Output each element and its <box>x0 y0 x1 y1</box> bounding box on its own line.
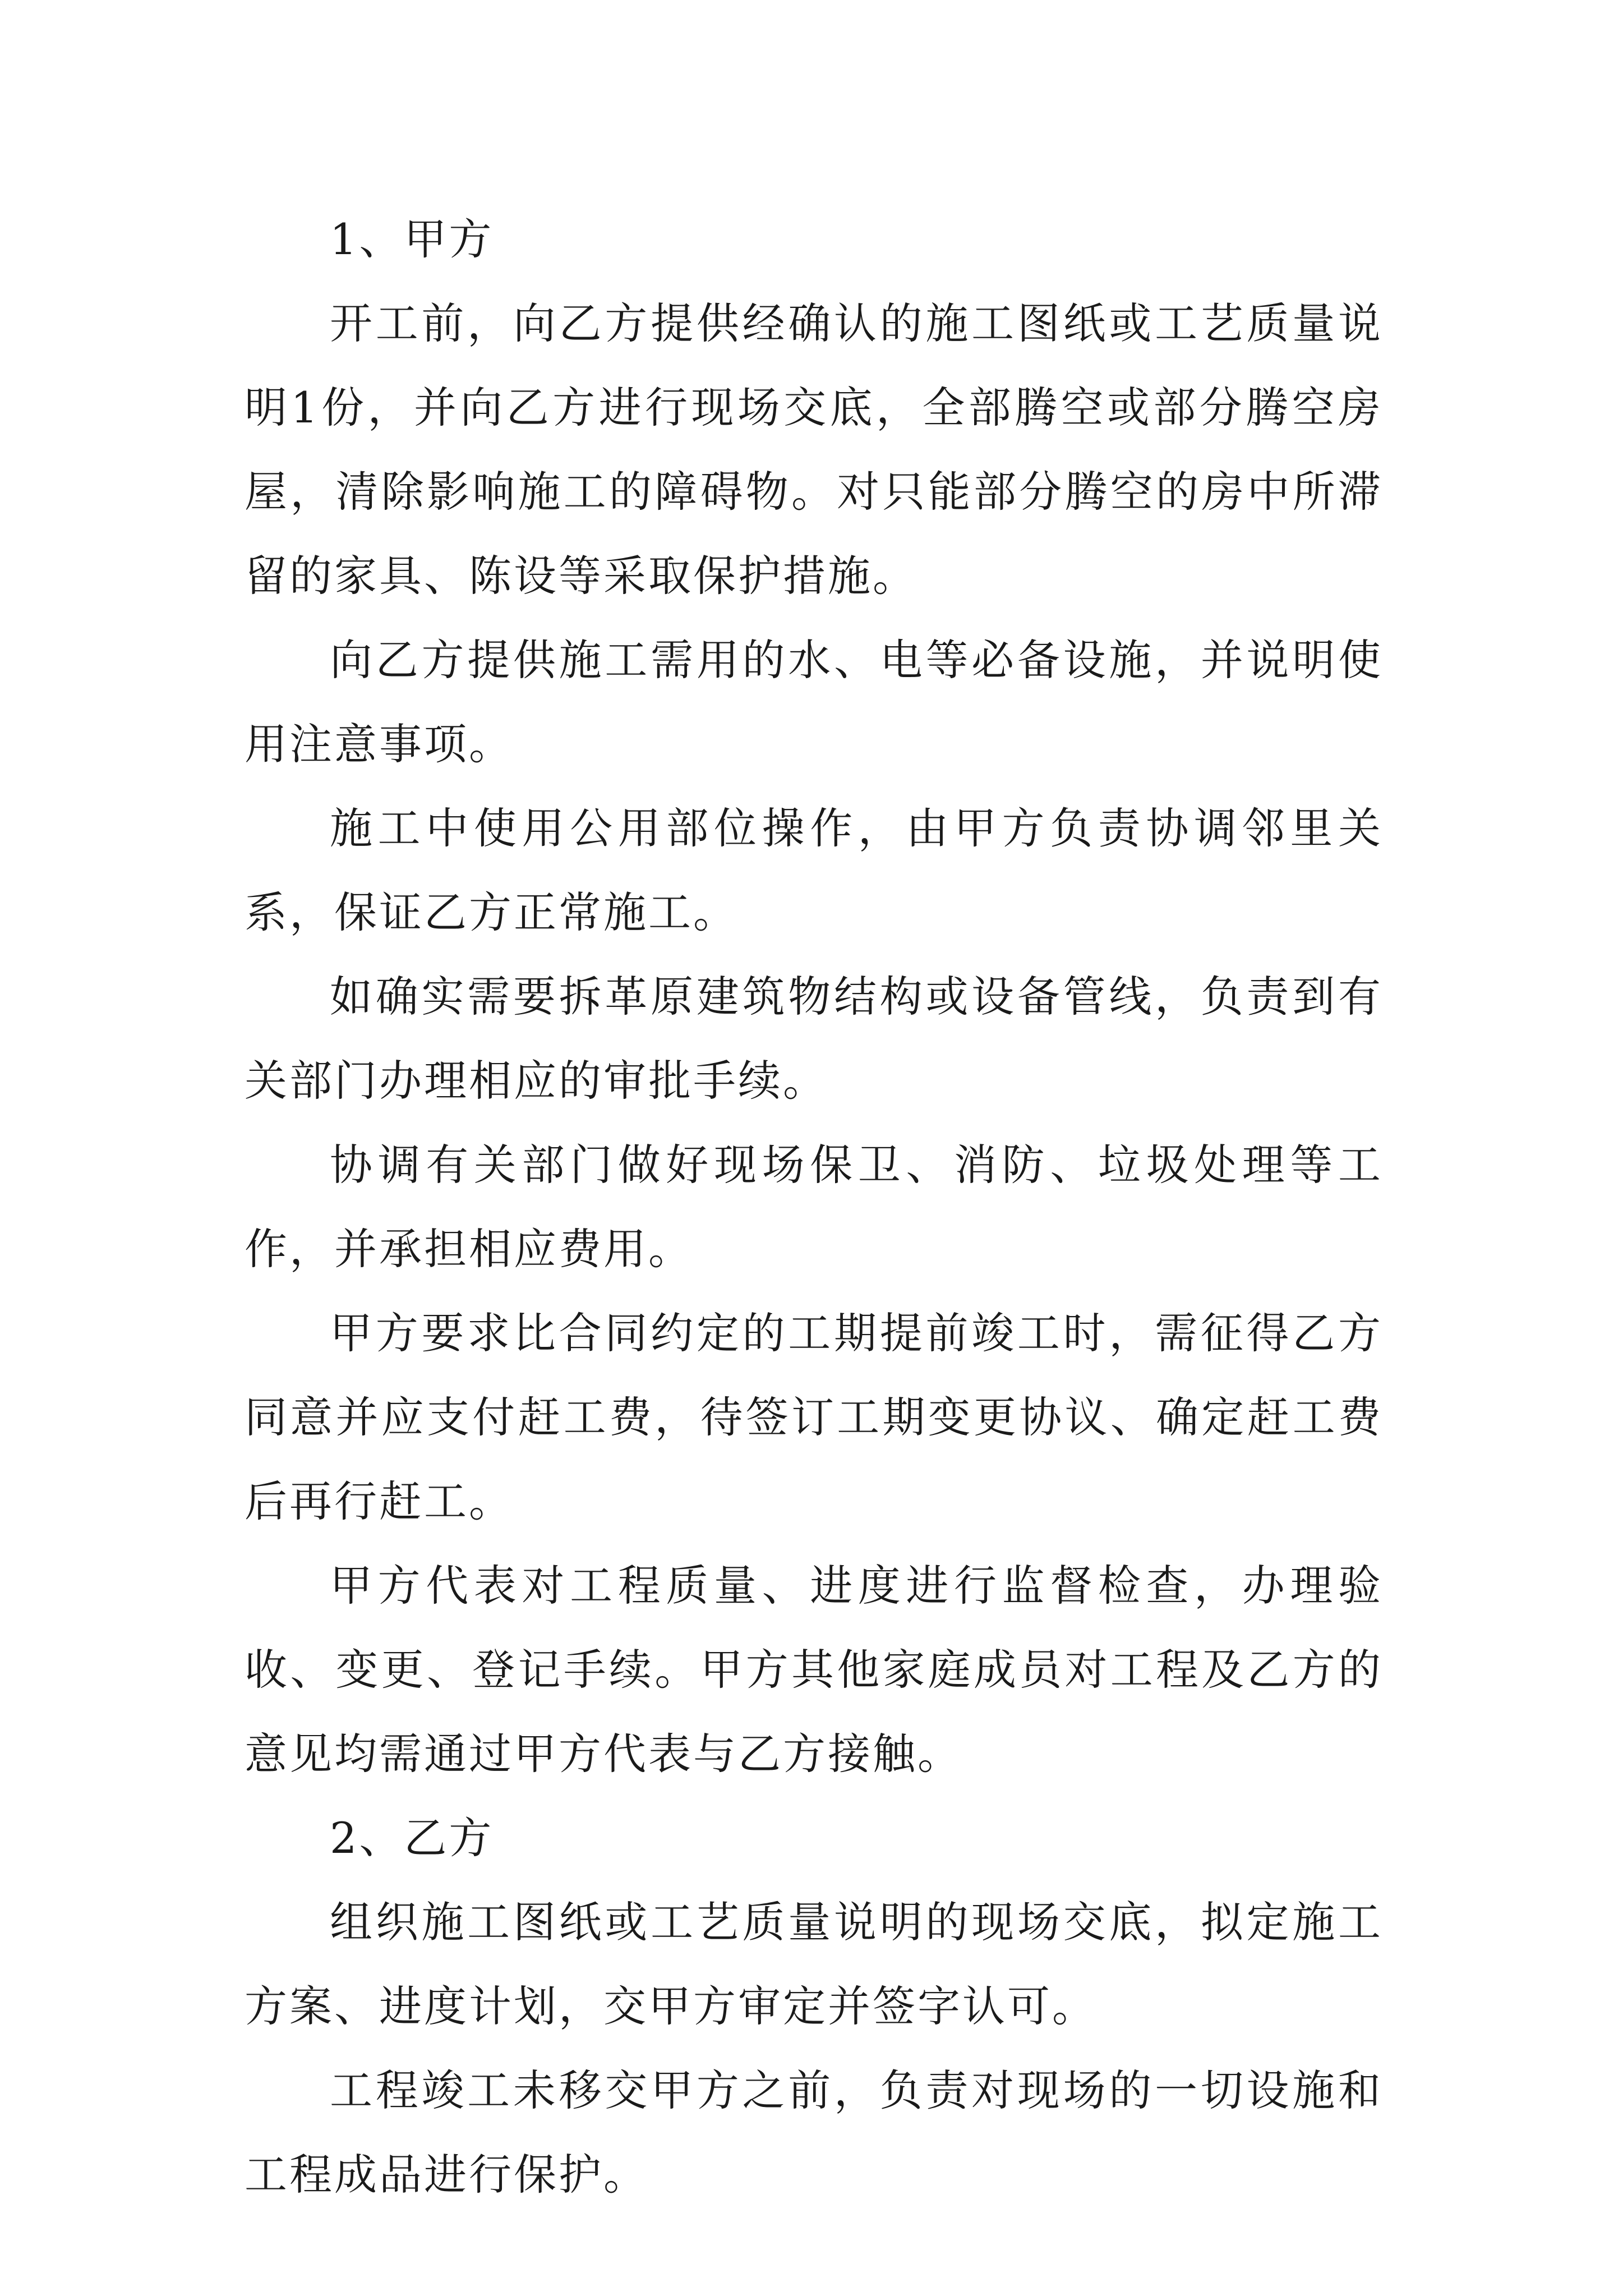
paragraph: 如确实需要拆革原建筑物结构或设备管线，负责到有关部门办理相应的审批手续。 <box>245 972 1383 1106</box>
paragraph: 施工中使用公用部位操作，由甲方负责协调邻里关系，保证乙方正常施工。 <box>245 803 1383 937</box>
paragraph: 甲方要求比合同约定的工期提前竣工时，需征得乙方同意并应支付赶工费，待签订工期变更协议、确定赶工费后再行赶工。 <box>245 1308 1383 1526</box>
paragraph: 组织施工图纸或工艺质量说明的现场交底，拟定施工方案、进度计划，交甲方审定并签字认可。 <box>245 1897 1383 2031</box>
document-body <box>245 197 1383 2217</box>
section-heading-party-b: 2、乙方 <box>330 1813 494 1863</box>
paragraph: 甲方代表对工程质量、进度进行监督检查，办理验收、变更、登记手续。甲方其他家庭成员对工程及乙方的意见均需通过甲方代表与乙方接触。 <box>245 1561 1383 1779</box>
paragraph: 协调有关部门做好现场保卫、消防、垃圾处理等工作，并承担相应费用。 <box>245 1140 1383 1274</box>
paragraph: 开工前，向乙方提供经确认的施工图纸或工艺质量说明1份，并向乙方进行现场交底，全部腾空或部分腾空房屋，清除影响施工的障碍物。对只能部分腾空的房中所滞留的家具、陈设等采取保护措施。 <box>245 298 1383 601</box>
paragraph: 向乙方提供施工需用的水、电等必备设施，并说明使用注意事项。 <box>245 635 1383 769</box>
paragraph: 工程竣工未移交甲方之前，负责对现场的一切设施和工程成品进行保护。 <box>245 2065 1383 2200</box>
section-heading-party-a: 1、甲方 <box>330 214 494 264</box>
